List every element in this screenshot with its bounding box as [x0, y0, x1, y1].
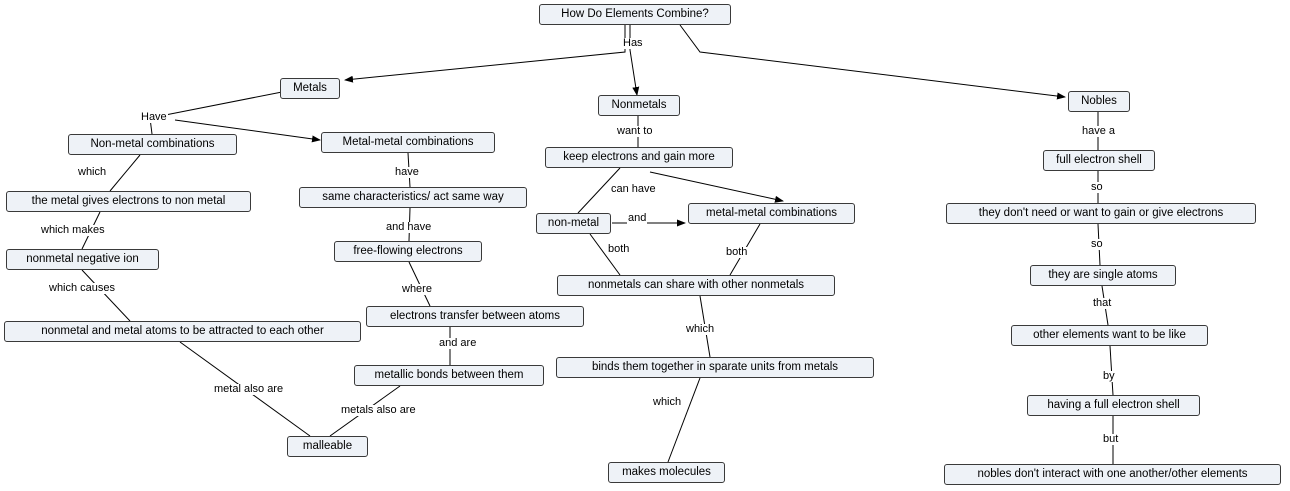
edge-negion-to-attracted [82, 270, 130, 321]
node-attracted[interactable]: nonmetal and metal atoms to be attracted to each other [4, 321, 361, 342]
edge-label-which3: which [653, 396, 682, 408]
node-metals[interactable]: Metals [280, 78, 340, 99]
edge-label-but: but [1103, 433, 1119, 445]
edge-label-that: that [1093, 297, 1112, 309]
edge-label-so2: so [1091, 238, 1103, 250]
edge-label-metalsalso: metals also are [341, 404, 416, 416]
edge-label-whichcauses: which causes [49, 282, 116, 294]
node-nonmetalcomb[interactable]: Non-metal combinations [68, 134, 237, 155]
node-keepgain[interactable]: keep electrons and gain more [545, 147, 733, 168]
edge-label-by: by [1103, 370, 1115, 382]
node-binds[interactable]: binds them together in sparate units from metals [556, 357, 874, 378]
edge-label-so1: so [1091, 181, 1103, 193]
node-nonmetal[interactable]: non-metal [536, 213, 611, 234]
edge-label-andhave: and have [386, 221, 432, 233]
edge-label-metalalso: metal also are [214, 383, 284, 395]
node-malleable[interactable]: malleable [287, 436, 368, 457]
edge-label-wantto: want to [617, 125, 653, 137]
edge-paths [82, 25, 1113, 464]
node-singleatoms[interactable]: they are single atoms [1030, 265, 1176, 286]
edge-label-andare: and are [439, 337, 477, 349]
edge-label-which2: which [686, 323, 715, 335]
edge-root-to-metals [345, 25, 625, 80]
node-metalmetal2[interactable]: metal-metal combinations [688, 203, 855, 224]
node-root[interactable]: How Do Elements Combine? [539, 4, 731, 25]
edge-label-whichmakes: which makes [41, 224, 105, 236]
node-nmshare[interactable]: nonmetals can share with other nonmetals [557, 275, 835, 296]
node-nonmetals[interactable]: Nonmetals [598, 95, 680, 116]
node-fullshell1[interactable]: full electron shell [1043, 150, 1155, 171]
node-samechar[interactable]: same characteristics/ act same way [299, 187, 527, 208]
edge-label-havea: have a [1082, 125, 1116, 137]
edge-label-both1: both [608, 243, 630, 255]
edge-label-both2: both [726, 246, 748, 258]
node-havingfull[interactable]: having a full electron shell [1027, 395, 1200, 416]
node-negion[interactable]: nonmetal negative ion [6, 249, 159, 270]
node-metbonds[interactable]: metallic bonds between them [354, 365, 544, 386]
edge-label-has: Has [623, 37, 643, 49]
edge-label-canhave: can have [611, 183, 656, 195]
node-makesmol[interactable]: makes molecules [608, 462, 725, 483]
edge-label-where: where [402, 283, 432, 295]
node-otherlike[interactable]: other elements want to be like [1011, 325, 1208, 346]
edge-nonmetalcomb-to-givesel [110, 155, 140, 191]
node-transfer[interactable]: electrons transfer between atoms [366, 306, 584, 327]
edge-root-to-nobles [680, 25, 1065, 97]
node-freeflow[interactable]: free-flowing electrons [334, 241, 482, 262]
node-givesel[interactable]: the metal gives electrons to non metal [6, 191, 251, 212]
node-dontneed[interactable]: they don't need or want to gain or give electrons [946, 203, 1256, 224]
edge-keepgain-to-metalmetal2 [650, 172, 783, 201]
edge-root-to-nonmetals [630, 25, 637, 95]
edge-binds-to-makesmol [668, 378, 700, 462]
node-metalmetal1[interactable]: Metal-metal combinations [321, 132, 495, 153]
edge-label-which1: which [78, 166, 107, 178]
edge-label-have: Have [141, 111, 167, 123]
node-nobles[interactable]: Nobles [1068, 91, 1130, 112]
edge-metals-to-nonmetalcomb [150, 92, 282, 134]
edge-label-and: and [628, 212, 647, 224]
edge-label-have2: have [395, 166, 419, 178]
node-noblesdont[interactable]: nobles don't interact with one another/other elements [944, 464, 1281, 485]
